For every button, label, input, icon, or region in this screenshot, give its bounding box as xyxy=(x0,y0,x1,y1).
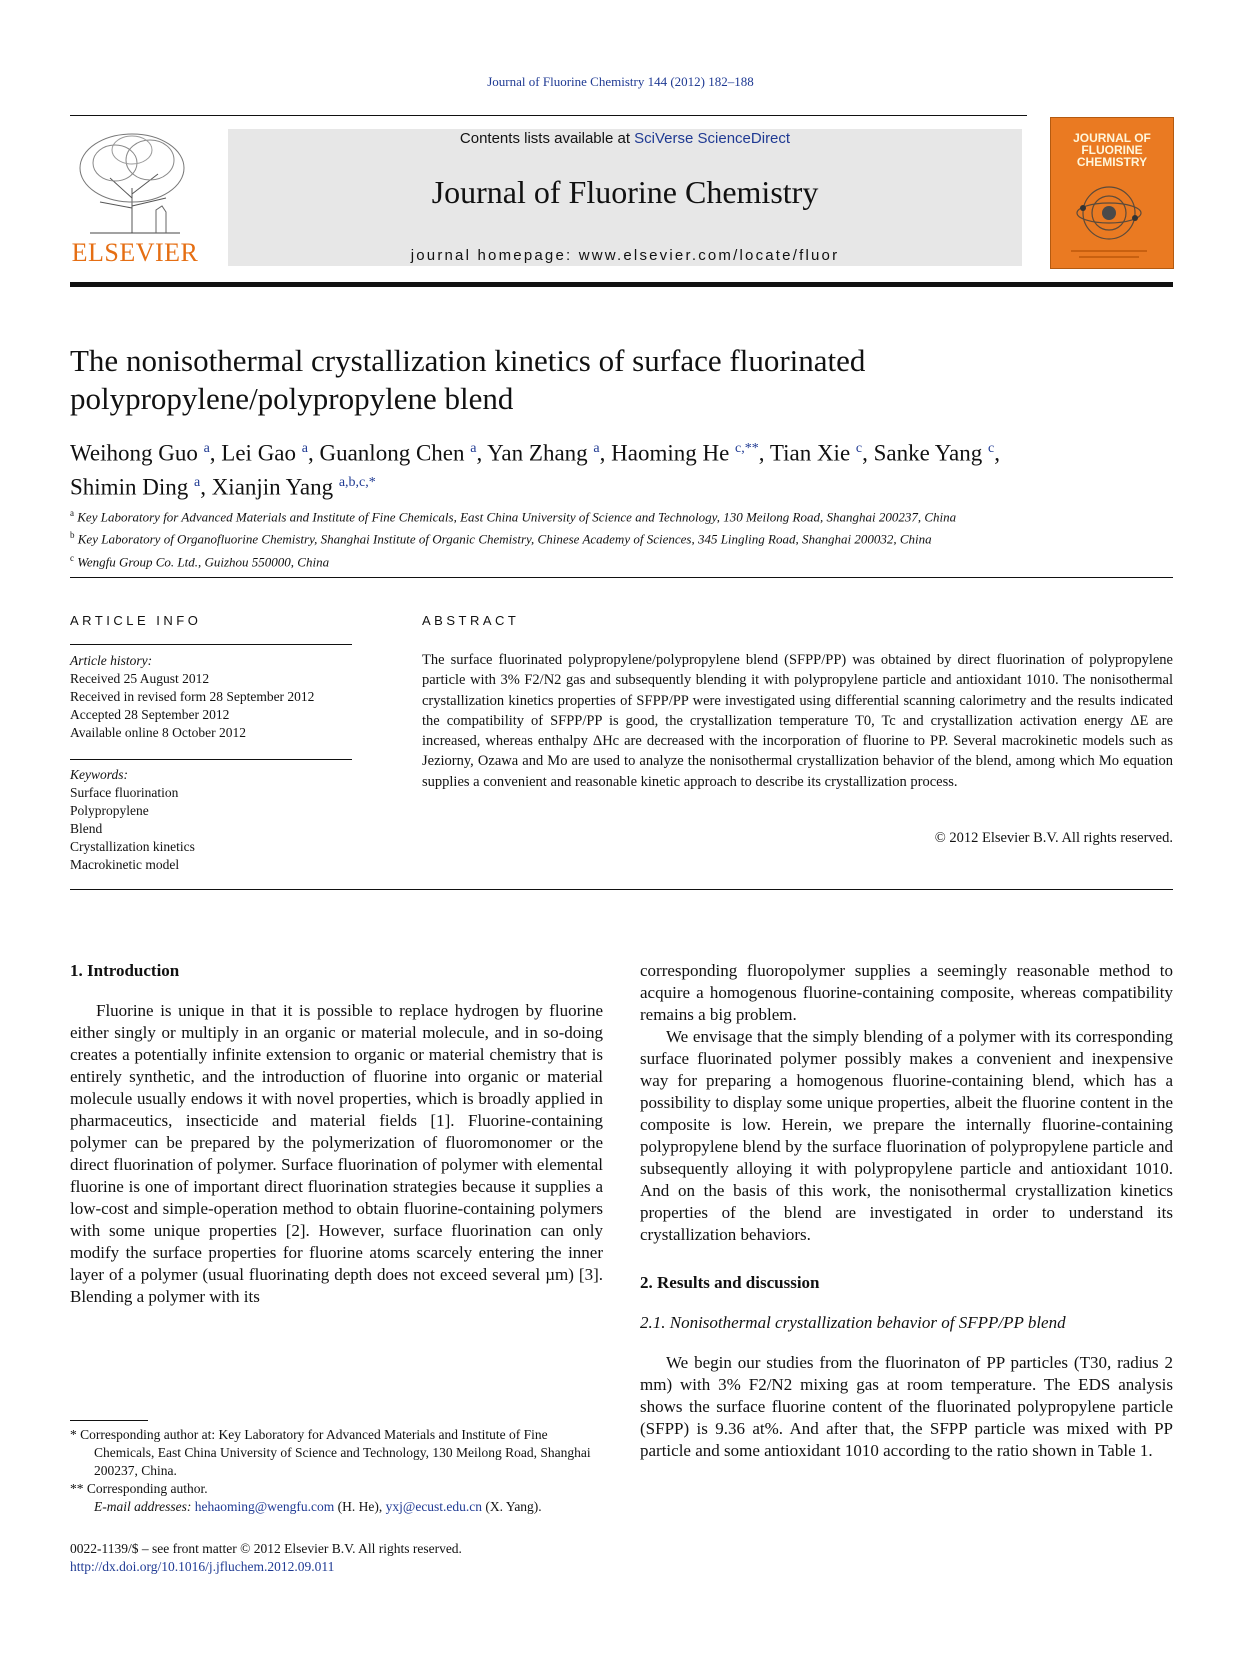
article-title: The nonisothermal crystallization kinetics of surface fluorinated polypropylene/polypropylene blend xyxy=(70,343,866,416)
keyword: Crystallization kinetics xyxy=(70,839,195,854)
author-name: Xianjin Yang xyxy=(211,474,334,500)
body-paragraph: We begin our studies from the fluorinaton of PP particles (T30, radius 2 mm) with 3% F2/N2 mixing gas at room temperature. The EDS analysis shows the surface fluorine content of the fluorinated polypropylene particle (SFPP) is 9.36 at%. And after that, the SFPP particle was mixed with PP particle and some antioxidant 1010 according to the ratio shown in Table 1. xyxy=(640,1353,1173,1460)
affiliation-c xyxy=(70,549,1170,571)
author-affiliation-mark[interactable]: a xyxy=(593,441,600,456)
subsection-heading: 2.1. Nonisothermal crystallization behavior of SFPP/PP blend xyxy=(640,1313,1066,1332)
atom-icon xyxy=(1051,118,1173,268)
keyword: Polypropylene xyxy=(70,803,149,818)
history-revised: Received in revised form 28 September 2012 xyxy=(70,689,315,704)
journal-cover[interactable] xyxy=(1050,117,1174,269)
history-label: Article history: xyxy=(70,653,153,668)
front-matter xyxy=(70,1540,603,1576)
author-affiliation-mark[interactable]: c xyxy=(988,441,995,456)
keywords-label: Keywords: xyxy=(70,767,128,782)
doi-link[interactable]: http://dx.doi.org/10.1016/j.jfluchem.2012.09.011 xyxy=(70,1559,335,1574)
divider xyxy=(70,759,352,760)
divider xyxy=(70,889,1173,890)
tree-icon xyxy=(70,128,200,236)
author-affiliation-mark[interactable]: a xyxy=(470,441,477,456)
body-paragraph: Fluorine is unique in that it is possible to replace hydrogen by fluorine either singly or multiply in an organic or material molecule, and in so-doing creates a potentially infinite extension to organic or material chemistry that is entirely synthetic, and the introduction of fluorine into organic or material molecule usually endows it with novel properties, which is broadly applied in pharmaceutics, insecticide and material fields [1]. Fluorine-containing polymer can be prepared by the polymerization of fluoromonomer or the direct fluorination of polymer. Surface fluorination of polymer with elemental fluorine is one of important direct fluorination strategies because it supplies a low-cost and simple-operation method to obtain fluorine-containing polymers with some unique properties [2]. However, surface fluorination can only modify the surface properties for fluorine atoms scarcely entering the inner layer of a polymer (usual fluorinating depth does not exceed several µm) [3]. Blending a polymer with its xyxy=(70,1001,603,1306)
header-rule xyxy=(70,115,1027,116)
author-affiliation-mark[interactable]: a xyxy=(203,441,210,456)
email-label: E-mail addresses: xyxy=(94,1499,195,1514)
article-history xyxy=(70,652,360,742)
author-affiliation-mark[interactable]: a,b,c,* xyxy=(338,474,376,490)
header-thick-rule xyxy=(70,282,1173,287)
elsevier-logo[interactable] xyxy=(70,128,200,268)
author-name: Yan Zhang xyxy=(487,440,588,466)
abstract-label: ABSTRACT xyxy=(422,613,520,628)
author-name: Lei Gao xyxy=(221,440,297,466)
email-addresses xyxy=(70,1498,603,1516)
author-name: Haoming He xyxy=(611,440,730,466)
affiliations xyxy=(70,504,1170,571)
section-heading: 1. Introduction xyxy=(70,961,180,980)
journal-homepage[interactable]: journal homepage: www.elsevier.com/locate/fluor xyxy=(410,247,840,264)
history-accepted: Accepted 28 September 2012 xyxy=(70,707,230,722)
divider xyxy=(70,644,352,645)
corresponding-author-note: ** Corresponding author. xyxy=(70,1481,208,1496)
keywords xyxy=(70,766,360,874)
section-heading: 2. Results and discussion xyxy=(640,1273,820,1292)
footnote-rule xyxy=(70,1420,148,1421)
author-affiliation-mark[interactable]: c,** xyxy=(735,441,759,456)
history-online: Available online 8 October 2012 xyxy=(70,725,246,740)
contents-line xyxy=(228,129,1022,149)
article-info-label: ARTICLE INFO xyxy=(70,613,202,628)
affiliation-key: b xyxy=(70,530,75,541)
keyword: Surface fluorination xyxy=(70,785,179,800)
elsevier-wordmark: ELSEVIER xyxy=(71,238,199,267)
affiliation-text: Key Laboratory for Advanced Materials and Institute of Fine Chemicals, East China University of Science and Technology, 130 Meilong Road, Shanghai 200237, China xyxy=(77,509,957,525)
body-column-left xyxy=(70,960,603,1308)
author-name: Guanlong Chen xyxy=(319,440,465,466)
author-affiliation-mark[interactable]: a xyxy=(193,474,201,490)
body-paragraph: corresponding fluoropolymer supplies a seemingly reasonable method to acquire a homogenous fluorine-containing composite, whereas compatibility remains a big problem. xyxy=(640,961,1173,1024)
affiliation-text: Wengfu Group Co. Ltd., Guizhou 550000, China xyxy=(77,553,330,569)
author-name: Tian Xie xyxy=(769,440,851,466)
author-name: Weihong Guo xyxy=(70,440,198,466)
keyword: Macrokinetic model xyxy=(70,857,180,872)
cover-title: JOURNAL OF FLUORINE CHEMISTRY xyxy=(1073,131,1151,169)
issn-line: 0022-1139/$ – see front matter © 2012 Elsevier B.V. All rights reserved. xyxy=(70,1541,462,1556)
journal-reference[interactable]: Journal of Fluorine Chemistry 144 (2012) 182–188 xyxy=(487,74,754,89)
keyword: Blend xyxy=(70,821,103,836)
history-received: Received 25 August 2012 xyxy=(70,671,210,686)
author-affiliation-mark[interactable]: a xyxy=(301,441,308,456)
author-name: Shimin Ding xyxy=(70,474,189,500)
sciencedirect-link[interactable]: SciVerse ScienceDirect xyxy=(634,130,791,147)
divider xyxy=(70,577,1173,578)
email-owner: (X. Yang). xyxy=(482,1499,542,1514)
journal-header-box xyxy=(228,129,1022,266)
affiliation-key: c xyxy=(70,552,74,563)
author-name: Sanke Yang xyxy=(873,440,983,466)
affiliation-text: Key Laboratory of Organofluorine Chemistry, Shanghai Institute of Organic Chemistry, Chinese Academy of Sciences, 345 Lingling Road, Shanghai 200032, China xyxy=(77,531,932,547)
abstract-text: The surface fluorinated polypropylene/polypropylene blend (SFPP/PP) was obtained by direct fluorination of polypropylene particle with 3% F2/N2 gas and subsequently blending it with polypropylene particle and antioxidant 1010. The nonisothermal crystallization kinetics properties of SFPP/PP were investigated using differential scanning calorimetry and the results indicated the compatibility of SFPP/PP is good, the crystallization temperature T0, Tc and crystallization activation energy ΔE are increased, whereas enthalpy ΔHc are decreased with the incorporation of fluorine to PP. Several macrokinetic models such as Jeziorny, Ozawa and Mo are used to analyze the nonisothermal crystallization behavior of the blend, among which Mo equation supplies a convenient and reasonable kinetic approach to describe its crystallization process. xyxy=(422,652,1173,790)
journal-title: Journal of Fluorine Chemistry xyxy=(431,174,819,210)
abstract-copyright: © 2012 Elsevier B.V. All rights reserved. xyxy=(934,830,1173,846)
affiliation-key: a xyxy=(70,508,74,518)
affiliation-a xyxy=(70,504,1170,526)
affiliation-b xyxy=(70,526,1170,548)
corresponding-author-note: * Corresponding author at: Key Laboratory for Advanced Materials and Institute of Fine Chemicals, East China University of Science and Technology, 130 Meilong Road, Shanghai 200237, China. xyxy=(70,1427,591,1478)
contents-prefix: Contents lists available at xyxy=(459,130,635,147)
body-column-right xyxy=(640,960,1173,1462)
email-link[interactable]: yxj@ecust.edu.cn xyxy=(385,1499,483,1514)
author-affiliation-mark[interactable]: c xyxy=(855,441,863,456)
author-list: Weihong Guo $^a$, Lei Gao $^a$, Guanlong Chen $^a$, Yan Zhang $^a$, Haoming He $^{c,**}$, Tian Xie $^c$, Sanke Yang $^c$, Shimin Ding $^a$, Xianjin Yang $^{a,b,c,*}$ xyxy=(70,440,1000,500)
email-owner: (H. He), xyxy=(334,1499,386,1514)
footnotes xyxy=(70,1426,603,1516)
email-link[interactable]: hehaoming@wengfu.com xyxy=(194,1499,335,1514)
body-paragraph: We envisage that the simply blending of a polymer with its corresponding surface fluorinated polymer possibly makes a convenient and inexpensive way for preparing a homogenous fluorine-containing blend, which has a possibility to display some unique properties, albeit the fluorine content in the composite is low. Herein, we prepare the internally fluorine-containing polypropylene blend by the surface fluorination of polypropylene particle and subsequently alloying it with polypropylene particle and antioxidant 1010. And on the basis of this work, the nonisothermal crystallization kinetics properties of the blend are investigated in order to understand its crystallization behaviors. xyxy=(640,1027,1173,1244)
